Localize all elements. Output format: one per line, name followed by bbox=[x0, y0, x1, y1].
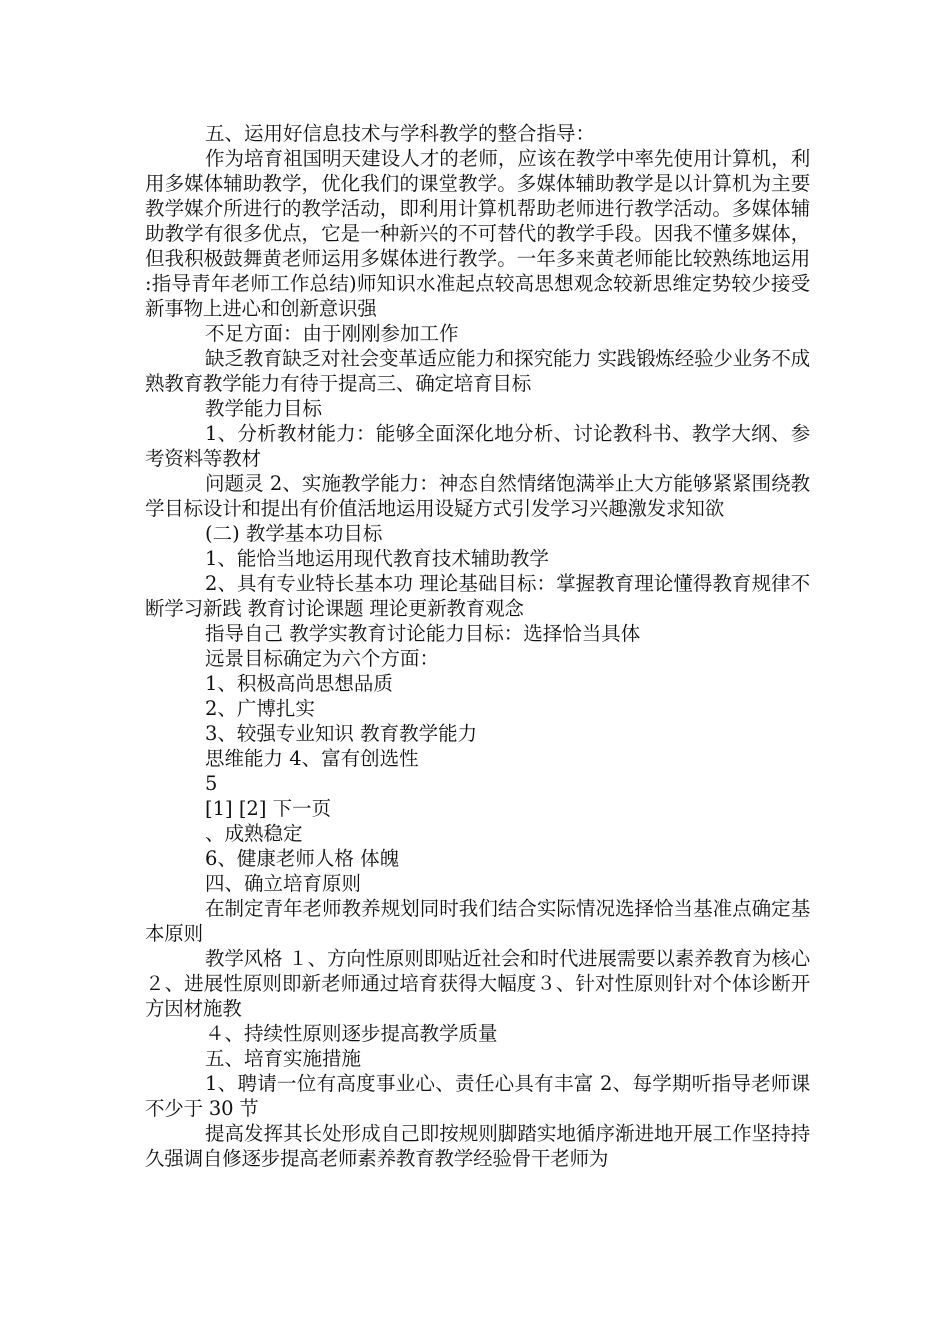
paragraph-principles: 教学风格 １、方向性原则即贴近社会和时代进展需要以素养教育为核心２、进展性原则即新老师通过培育获得大幅度３、针对性原则针对个体诊断开方因材施教 bbox=[145, 947, 810, 1020]
paragraph-multimedia: 作为培育祖国明天建设人才的老师，应该在教学中率先使用计算机，利用多媒体辅助教学，优化我们的课堂教学。多媒体辅助教学是以计算机为主要教学媒介所进行的教学活动，即利用计算机帮助老师进行教学活动。多媒体辅助教学有很多优点，它是一种新兴的不可替代的教学手段。因我不懂多媒体，但我积极鼓舞黄老师运用多媒体进行教学。一年多来黄老师能比较熟练地运用 :指导青年老师工作总结)师知识水准起点较高思想观念较新思维定势较少接受新事物上进心和创新意识强 bbox=[145, 147, 810, 320]
paragraph-principle-4: ４、持续性原则逐步提高教学质量 bbox=[205, 1022, 498, 1045]
paragraph-teaching-ability-goal: 教学能力目标 bbox=[205, 397, 323, 420]
paragraph-guidance: 指导自己 教学实教育讨论能力目标：选择恰当具体 bbox=[205, 622, 641, 645]
paragraph-goal-1: 1、积极高尚思想品质 bbox=[205, 672, 393, 695]
paragraph-improve: 提高发挥其长处形成自己即按规则脚踏实地循序渐进地开展工作坚持持久强调自修逐步提高老师素养教育教学经验骨干老师为 bbox=[145, 1122, 810, 1170]
paragraph-mature: 、成熟稳定 bbox=[205, 822, 303, 845]
paragraph-shortcomings: 不足方面：由于刚刚参加工作 bbox=[205, 322, 459, 345]
paragraph-lack-of-education: 缺乏教育缺乏对社会变革适应能力和探究能力 实践锻炼经验少业务不成熟教育教学能力有待于提高三、确定培育目标 bbox=[145, 347, 810, 395]
paragraph-analysis-ability: 1、分析教材能力：能够全面深化地分析、讨论教科书、教学大纲、参考资料等教材 bbox=[145, 422, 810, 470]
paragraph-implementation-ability: 问题灵 2、实施教学能力：神态自然情绪饱满举止大方能够紧紧围绕教学目标设计和提出有价值活地运用设疑方式引发学习兴趣激发求知欲 bbox=[145, 472, 810, 520]
paragraph-planning: 在制定青年老师教养规划同时我们结合实际情况选择恰当基准点确定基本原则 bbox=[145, 897, 810, 945]
paragraph-modern-tech: 1、能恰当地运用现代教育技术辅助教学 bbox=[205, 547, 549, 570]
paragraph-section-five-measures: 五、培育实施措施 bbox=[205, 1047, 362, 1070]
paragraph-section-five-title: 五、运用好信息技术与学科教学的整合指导： bbox=[205, 122, 596, 145]
paragraph-mentor: 1、聘请一位有高度事业心、责任心具有丰富 2、每学期听指导老师课不少于 30 节 bbox=[145, 1072, 810, 1120]
paragraph-goal-5: 5 bbox=[205, 772, 218, 795]
pagination-text: [1] [2] 下一页 bbox=[205, 797, 332, 820]
paragraph-goal-3: 3、较强专业知识 教育教学能力 bbox=[205, 722, 478, 745]
paragraph-goal-6: 6、健康老师人格 体魄 bbox=[205, 847, 400, 870]
paragraph-specialty: 2、具有专业特长基本功 理论基础目标：掌握教育理论懂得教育规律不断学习新践 教育讨论课题 理论更新教育观念 bbox=[145, 572, 810, 620]
paragraph-section-four-title: 四、确立培育原则 bbox=[205, 872, 362, 895]
paragraph-basic-skill-goal: (二) 教学基本功目标 bbox=[205, 522, 383, 545]
paragraph-goal-4: 思维能力 4、富有创选性 bbox=[205, 747, 419, 770]
paragraph-long-term-goals: 远景目标确定为六个方面： bbox=[205, 647, 440, 670]
paragraph-goal-2: 2、广博扎实 bbox=[205, 697, 315, 720]
document-body bbox=[145, 121, 810, 1171]
